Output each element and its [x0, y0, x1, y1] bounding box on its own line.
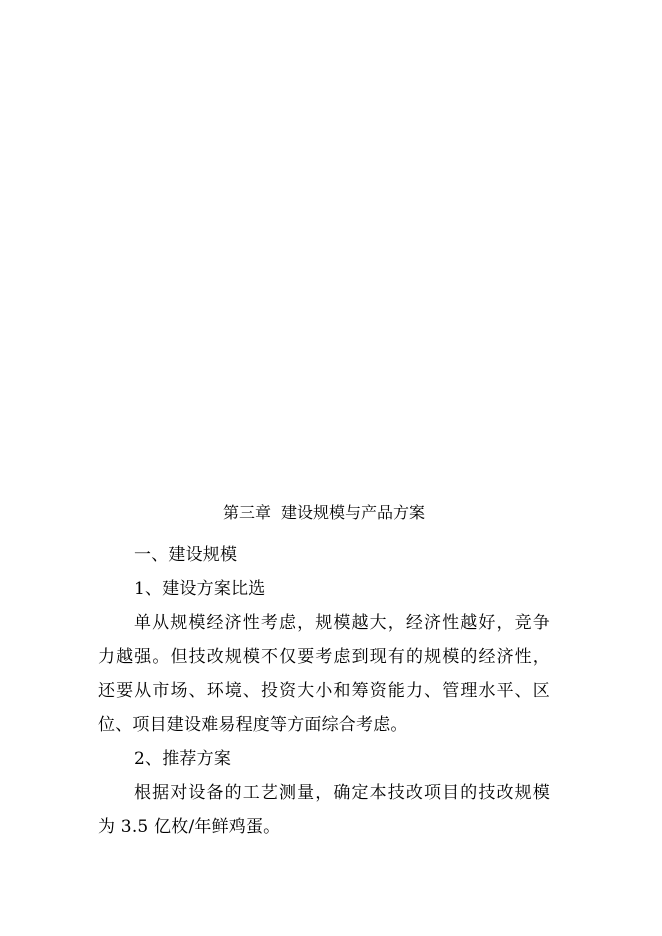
subsection-heading: 2、推荐方案	[134, 749, 232, 769]
document-body	[98, 500, 550, 844]
chapter-number: 第三章	[222, 503, 271, 522]
paragraph-line: 单从规模经济性考虑，规模越大，经济性越好，竞争	[134, 613, 550, 633]
paragraph-line: 位、项目建设难易程度等方面综合考虑。	[98, 715, 408, 735]
subsection-heading: 1、建设方案比选	[134, 579, 266, 599]
paragraph-line: 为 3.5 亿枚/年鲜鸡蛋。	[98, 817, 281, 837]
chapter-heading	[98, 500, 550, 526]
paragraph-line: 力越强。但技改规模不仅要考虑到现有的规模的经济性，	[98, 647, 550, 667]
section-heading: 一、建设规模	[134, 545, 238, 565]
chapter-title: 建设规模与产品方案	[281, 503, 426, 522]
paragraph-line: 还要从市场、环境、投资大小和筹资能力、管理水平、区	[98, 681, 550, 701]
paragraph	[98, 776, 550, 844]
paragraph	[98, 606, 550, 742]
paragraph-line: 根据对设备的工艺测量，确定本技改项目的技改规模	[134, 783, 550, 803]
